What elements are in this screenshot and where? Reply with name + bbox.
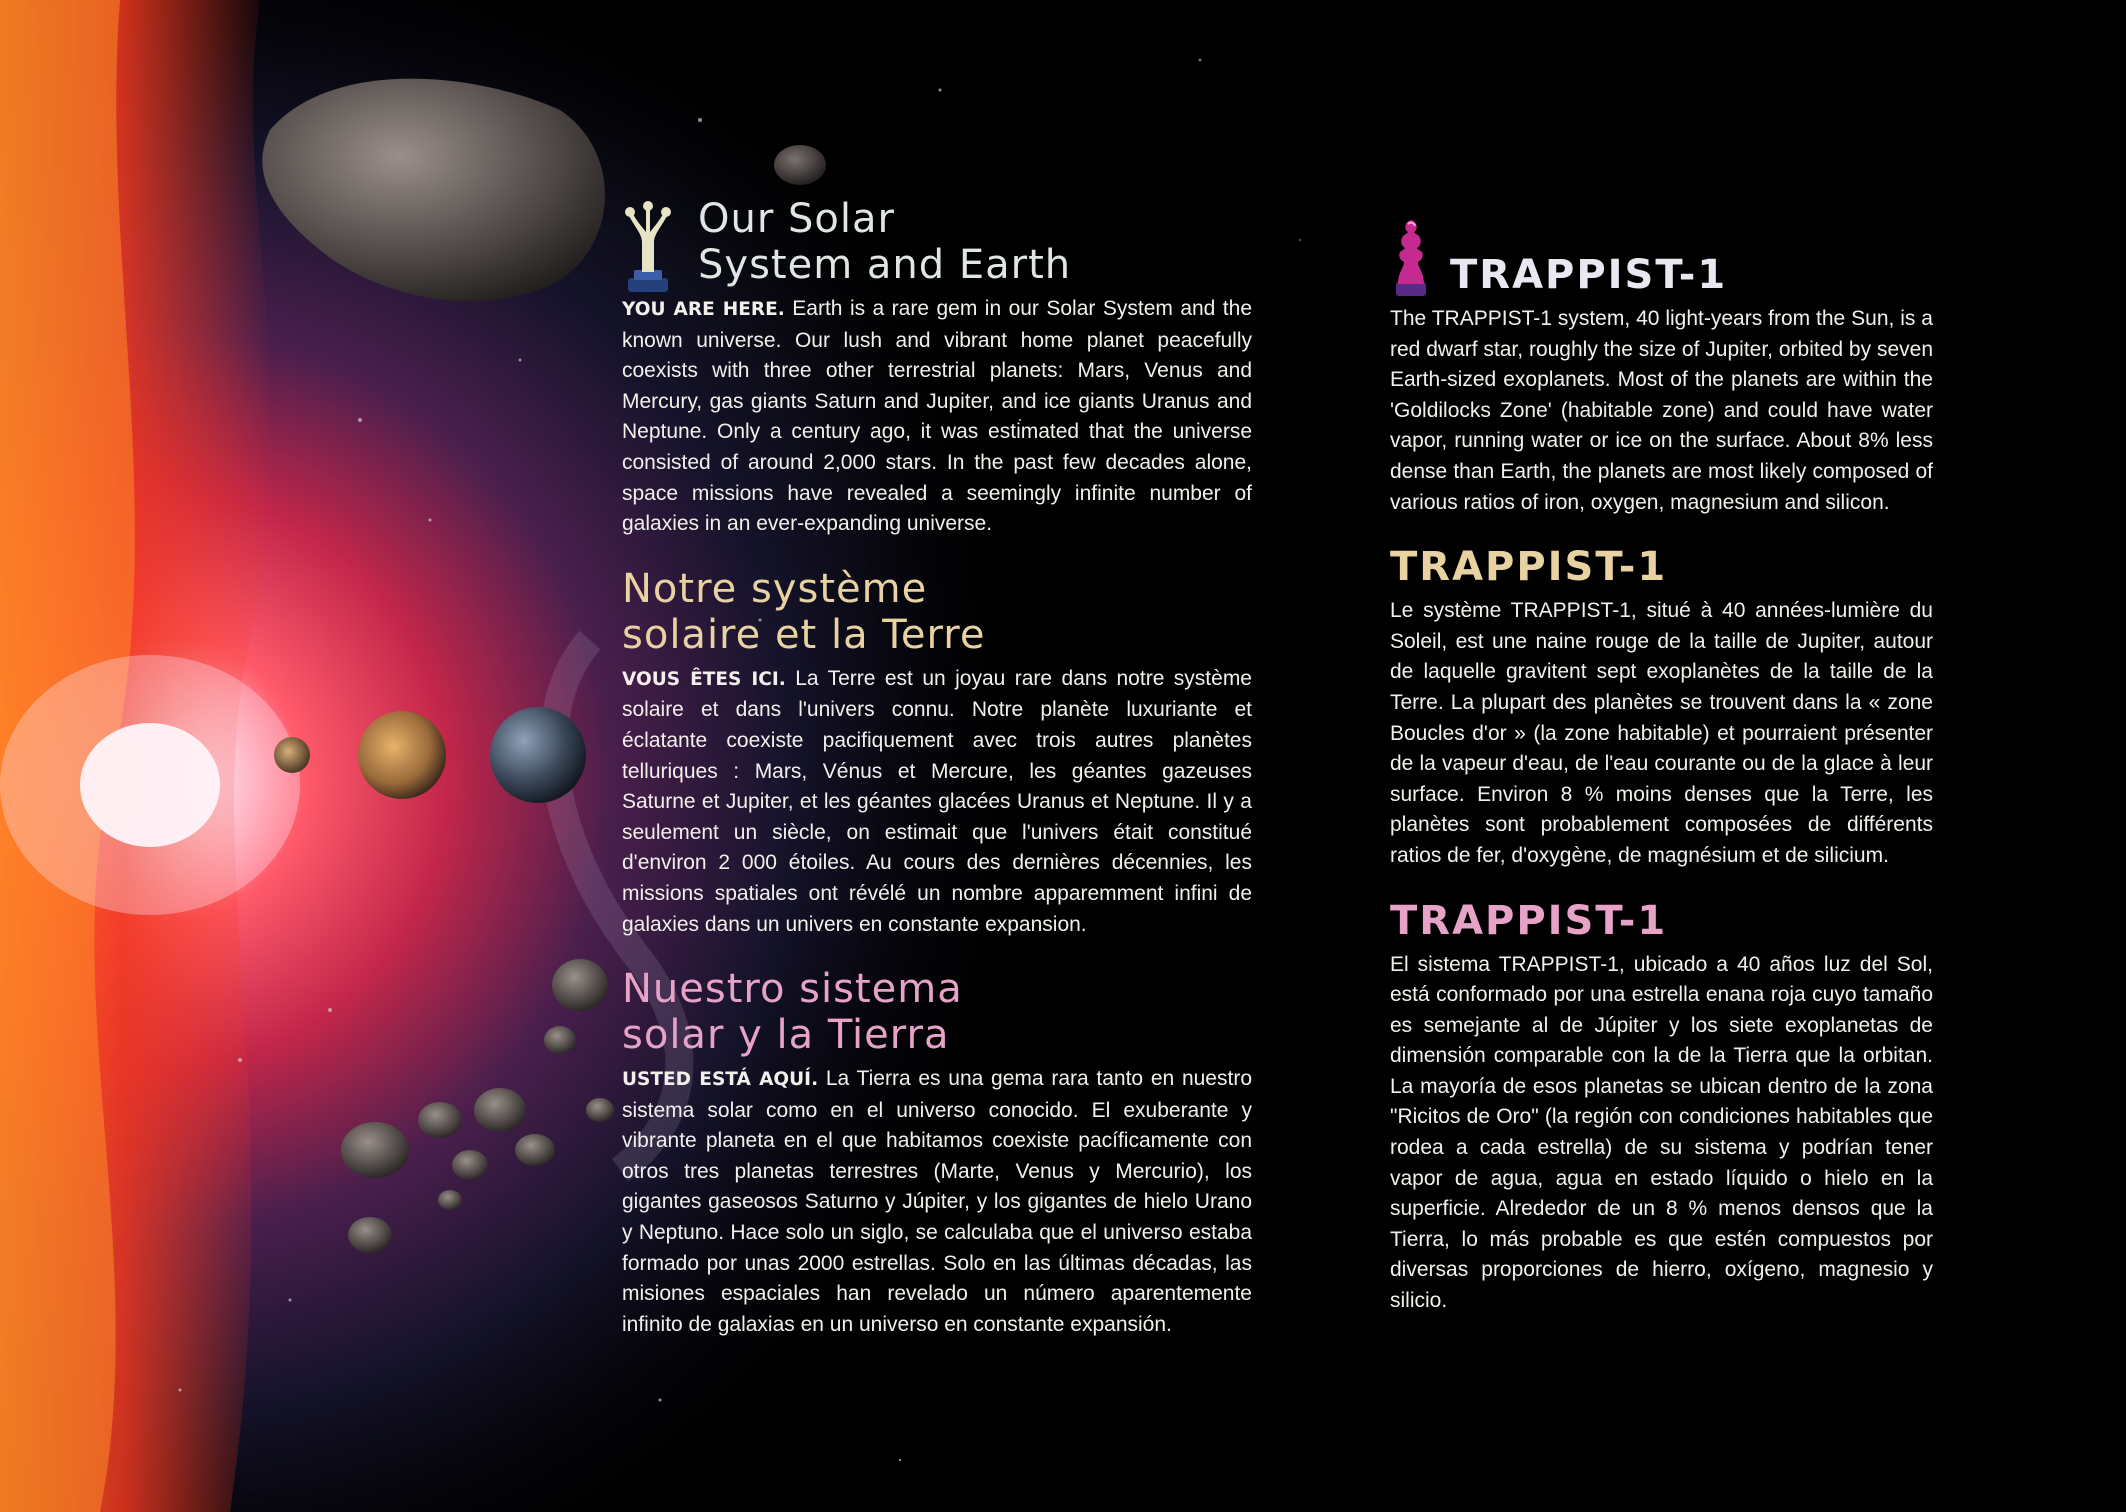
right-column	[1390, 214, 1933, 1317]
heading-solar-es	[622, 966, 1252, 1058]
heading-with-icon	[1390, 214, 1933, 298]
lead-solar-fr: VOUS ÊTES ICI.	[622, 668, 786, 690]
game-piece-trappist-icon	[1390, 218, 1432, 298]
heading-trappist-en: TRAPPIST-1	[1450, 252, 1728, 298]
paragraph-solar-es	[622, 1064, 1252, 1340]
heading-trappist-fr: TRAPPIST-1	[1390, 544, 1668, 591]
heading-line: System and Earth	[698, 242, 1072, 288]
heading-solar-fr	[622, 566, 1252, 658]
body-trappist-fr: Le système TRAPPIST-1, situé à 40 années-lumière du Soleil, est une naine rouge de la taille de Jupiter, autour de laquelle gravitent sept exoplanètes de la taille de la Terre. La plupart des planètes se trouvent dans la « zone Boucles d'or » (la zone habitable) et pourraient présenter de la vapeur d'eau, de l'eau courante ou de la glace à leur surface. Environ 8 % moins denses que la Terre, les planètes sont probablement composées de différents ratios de fer, d'oxygène, de magnésium et de silicium.	[1390, 599, 1933, 867]
heading-solar-en	[698, 196, 1252, 288]
paragraph-solar-fr	[622, 664, 1252, 940]
body-solar-fr: La Terre est un joyau rare dans notre système solaire et dans l'univers connu. Notre planète luxuriante et éclatante coexiste pacifiquement avec trois autres planètes telluriques : Mars, Vénus et Mercure, les géantes gazeuses Saturne et Jupiter, et les géantes glacées Uranus et Neptune. Il y a seulement un siècle, on estimait que l'univers était constitué d'environ 2 000 étoiles. Au cours des dernières décennies, les missions spatiales ont révélé un nombre apparemment infini de galaxies dans un univers en constante expansion.	[622, 666, 1252, 936]
section-solar-es	[622, 966, 1252, 1340]
section-solar-en	[622, 196, 1252, 540]
section-trappist-fr	[1390, 544, 1933, 871]
section-trappist-es	[1390, 898, 1933, 1317]
left-column	[622, 196, 1252, 1340]
section-solar-fr	[622, 566, 1252, 940]
body-trappist-es: El sistema TRAPPIST-1, ubicado a 40 años luz del Sol, está conformado por una estrella enana roja cuyo tamaño es semejante al de Júpiter y los siete exoplanetas de dimensión comparable con la de la Tierra que la orbitan. La mayoría de esos planetas se ubican dentro de la zona "Ricitos de Oro" (la región con condiciones habitables que rodea a cada estrella) de su sistema y podrían tener vapor de agua, agua en estado líquido o hielo en la superficie. Alrededor de un 8 % menos densos que la Tierra, lo más probable es que estén compuestos por diversas proporciones de hierro, oxígeno, magnesio y silicio.	[1390, 952, 1933, 1313]
paragraph-solar-en	[622, 294, 1252, 540]
body-solar-es: La Tierra es una gema rara tanto en nuestro sistema solar como en el universo conocido. El exuberante y vibrante planeta en el que habitamos coexiste pacíficamente con otros tres planetas terrestres (Marte, Venus y Mercurio), los gigantes gaseosos Saturno y Júpiter, y los gigantes de hielo Urano y Neptuno. Hace solo un siglo, se calculaba que el universo estaba formado por unas 2000 estrellas. Solo en las últimas décadas, las misiones espaciales han revelado un número aparentemente infinito de galaxias en un universo en constante expansión.	[622, 1067, 1252, 1336]
lead-solar-en: YOU ARE HERE.	[622, 299, 785, 320]
section-trappist-en	[1390, 214, 1933, 518]
heading-line: Our Solar	[698, 196, 895, 242]
heading-line: Nuestro sistema	[622, 966, 963, 1013]
lead-solar-es: USTED ESTÁ AQUÍ.	[622, 1069, 819, 1091]
game-piece-solar-icon	[620, 200, 676, 296]
heading-with-icon	[622, 196, 1252, 288]
heading-line: solar y la Tierra	[622, 1012, 950, 1059]
body-trappist-en: The TRAPPIST-1 system, 40 light-years from the Sun, is a red dwarf star, roughly the size of Jupiter, orbited by seven Earth-sized exoplanets. Most of the planets are within the 'Goldilocks Zone' (habitable zone) and could have water vapor, running water or ice on the surface. About 8% less dense than Earth, the planets are most likely composed of various ratios of iron, oxygen, magnesium and silicon.	[1390, 307, 1933, 514]
body-solar-en: Earth is a rare gem in our Solar System and the known universe. Our lush and vibrant home planet peacefully coexists with three other terrestrial planets: Mars, Venus and Mercury, gas giants Saturn and Jupiter, and ice giants Uranus and Neptune. Only a century ago, it was estimated that the universe consisted of around 2,000 stars. In the past few decades alone, space missions have revealed a seemingly infinite number of galaxies in an ever-expanding universe.	[622, 297, 1252, 536]
heading-trappist-es: TRAPPIST-1	[1390, 897, 1668, 944]
heading-line: Notre système	[622, 565, 928, 612]
heading-line: solaire et la Terre	[622, 611, 986, 658]
